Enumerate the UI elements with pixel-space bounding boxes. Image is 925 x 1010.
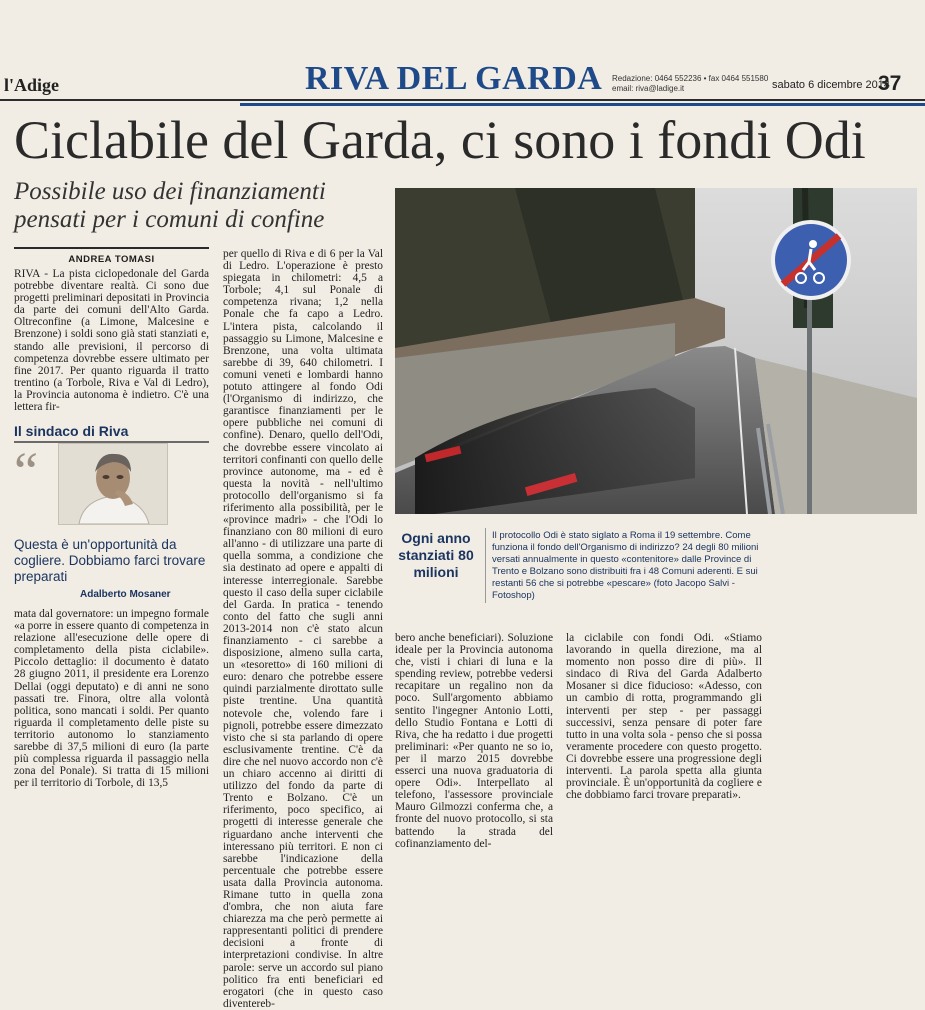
masthead-rule [0, 99, 925, 101]
contact-phone: Redazione: 0464 552236 • fax 0464 551580 [612, 74, 769, 83]
article-photo [395, 188, 917, 514]
byline-rule [14, 247, 209, 249]
page-number: 37 [878, 72, 902, 95]
section-rule [240, 103, 925, 106]
paragraph: bero anche beneficiari). Soluzione ideale per la Provincia autonoma che, visti i chiari di luna e la spending review, potrebbe vedersi recapitare un regalino non da poco. Sull'argomento abbiamo sentito l'ingegner Antonio Lotti, dello Studio Fontana e Lotti di Riva, che ha redatto i due progetti preliminari: «Per quanto ne so io, per il marzo 2015 dovrebbe esserci una nuova graduatoria di opere Odi». Interpellato al telefono, l'assessore provinciale Mauro Gilmozzi conferma che, a fronte del nuovo protocollo, si sta battendo la strada del cofinanziamento del- [395, 632, 553, 850]
road-photo [395, 188, 917, 514]
contact-email: email: riva@ladige.it [612, 84, 685, 93]
issue-date: sabato 6 dicembre 2014 [772, 79, 891, 91]
article-subheadline: Possibile uso dei finanziamenti pensati per i comuni di confine [14, 178, 326, 233]
paragraph: la ciclabile con fondi Odi. «Stiamo lavorando in quella direzione, ma al momento non posso dire di più». Il sindaco di Riva del Garda Adalberto Mosaner si dice fiducioso: «Adesso, con un cambio di rotta, programmando gli interventi per step - per passaggi successivi, senza pensare di poter fare tutto in una volta sola - penso che si possa veramente procedere con questo progetto. Ci dovrebbe essere una progressione degli interventi. La parola spetta alla giunta provinciale. È un'opportunità da cogliere e che dobbiamo farci trovare preparati». [566, 632, 762, 802]
photo-caption-headline: Ogni anno stanziati 80 milioni [398, 530, 474, 580]
article-column-2 [223, 248, 383, 1010]
paragraph: per quello di Riva e di 6 per la Val di Ledro. L'operazione è presto spiegata in chilometri: 4,5 a Torbole; 4,1 sul Ponale di competenza rivana; 1,2 nella Ponale che fa capo a Ledro. L'intera pista, calcolando il passaggio su Limone, Malcesine e Brenzone, una volta ultimata sarebbe di 39, 640 chilometri. I comuni veneti e lombardi hanno potuto attingere al fondo Odi (l'Organismo di indirizzo, che garantisce finanziamenti per le opere pubbliche nei comuni di confine). Denaro, quello dell'Odi, che dovrebbe essere vincolato ai territori confinanti con quello delle province autonome, ma - ed è questa la novità - nell'ultimo protocollo dell'organismo si fa riferimento alla possibilità, per le «province madri» - che l'Odi lo finanziano con 80 milioni di euro all'anno - di utilizzare una parte di quella somma, a condizione che sia destinato ad opere e appalti di interesse interregionale. Sarebbe questo il caso della super ciclabile del Garda. In pratica - tenendo conto del fatto che sugli anni 2013-2014 non c'è stato alcun finanziamento - ci sarebbe a disposizione, almeno sulla carta, un «tesoretto» di 160 milioni di euro: denaro che potrebbe essere quindi parzialmente dirottato sulle piste trentine. Una quantità notevole che, volendo fare i pignoli, potrebbe essere dimezzato visto che si sta parlando di opere esclusivamente trentine. C'è da dire che nel nuovo accordo non c'è un chiaro accenno ai diritti di utilizzo del fondo da parte di Trento e Bolzano. C'è un riferimento, poco specifico, ai progetti di interesse generale che riguardano anche interventi che interessano più territori. E non ci sarebbe l'indicazione della percentuale che potrebbe essere usata dalla Provincia autonoma. Rimane tutto in quella zona d'ombra, che non aiuta fare chiarezza ma che però permette ai rappresentanti politici di prendere decisioni a fronte di interpretazioni condivise. In altre parole: serve un accordo sul piano politico fra enti beneficiari ed erogatori (che in questo caso diventereb- [223, 248, 383, 1010]
sidebar-quote-author: Adalberto Mosaner [80, 589, 171, 600]
paragraph: RIVA - La pista ciclopedonale del Garda potrebbe diventare realtà. Ci sono due progetti preliminari depositati in Provincia da parte dei comuni dell'Alto Garda. Oltreconfine (a Limone, Malcesine e Brenzone) i soldi sono già stati stanziati e, stando alle previsioni, il percorso di competenza dovrebbe essere ultimato per fine 2017. Per quanto riguarda il tratto trentino (a Torbole, Riva e Val di Ledro), la Provincia autonoma è indietro. C'è una lettera fir- [14, 268, 209, 414]
contact-info [612, 74, 768, 94]
sidebar-quote: Questa è un'opportunità da cogliere. Dobbiamo farci trovare preparati [14, 537, 206, 584]
quote-icon: “ [14, 441, 38, 501]
mayor-portrait [58, 443, 168, 525]
portrait-image [59, 444, 167, 524]
caption-divider [485, 528, 486, 603]
paragraph: mata dal governatore: un impegno formale «a porre in essere quanto di competenza in relazione all'esecuzione delle opere di completamento della pista ciclabile». Piccolo dettaglio: il documento è datato 28 giugno 2011, il presidente era Lorenzo Dellai (oggi deputato) e di anni ne sono passati tre. Finora, oltre alla volontà politica, sono mancati i soldi. Per quanto riguarda il completamento delle piste su territorio autonomo lo stanziamento sarebbe di 37,5 milioni di euro (la parte più complessa riguarda il passaggio nella zona del Ponale). Si tratta di 15 milioni per il territorio di Torbole, di 13,5 [14, 608, 209, 790]
article-column-1-top [14, 268, 209, 413]
newspaper-name: l'Adige [4, 75, 60, 95]
sidebar-title: Il sindaco di Riva [14, 423, 129, 439]
article-column-4 [566, 632, 762, 801]
byline: ANDREA TOMASI [68, 254, 155, 265]
photo-caption: Il protocollo Odi è stato siglato a Roma il 19 settembre. Come funziona il fondo dell'Organismo di indirizzo? 24 degli 80 milioni versati annualmente in questo «contenitore» dalle Province di Trento e Bolzano sono distribuiti fra i 48 Comuni aderenti. E sui restanti 56 che si potrebbe «pescare» (foto Jacopo Salvi - Fotoshop) [492, 530, 759, 601]
article-column-3 [395, 632, 553, 850]
section-title: RIVA DEL GARDA [305, 60, 603, 97]
article-column-1-bottom [14, 608, 209, 789]
article-headline: Ciclabile del Garda, ci sono i fondi Odi [14, 110, 866, 170]
